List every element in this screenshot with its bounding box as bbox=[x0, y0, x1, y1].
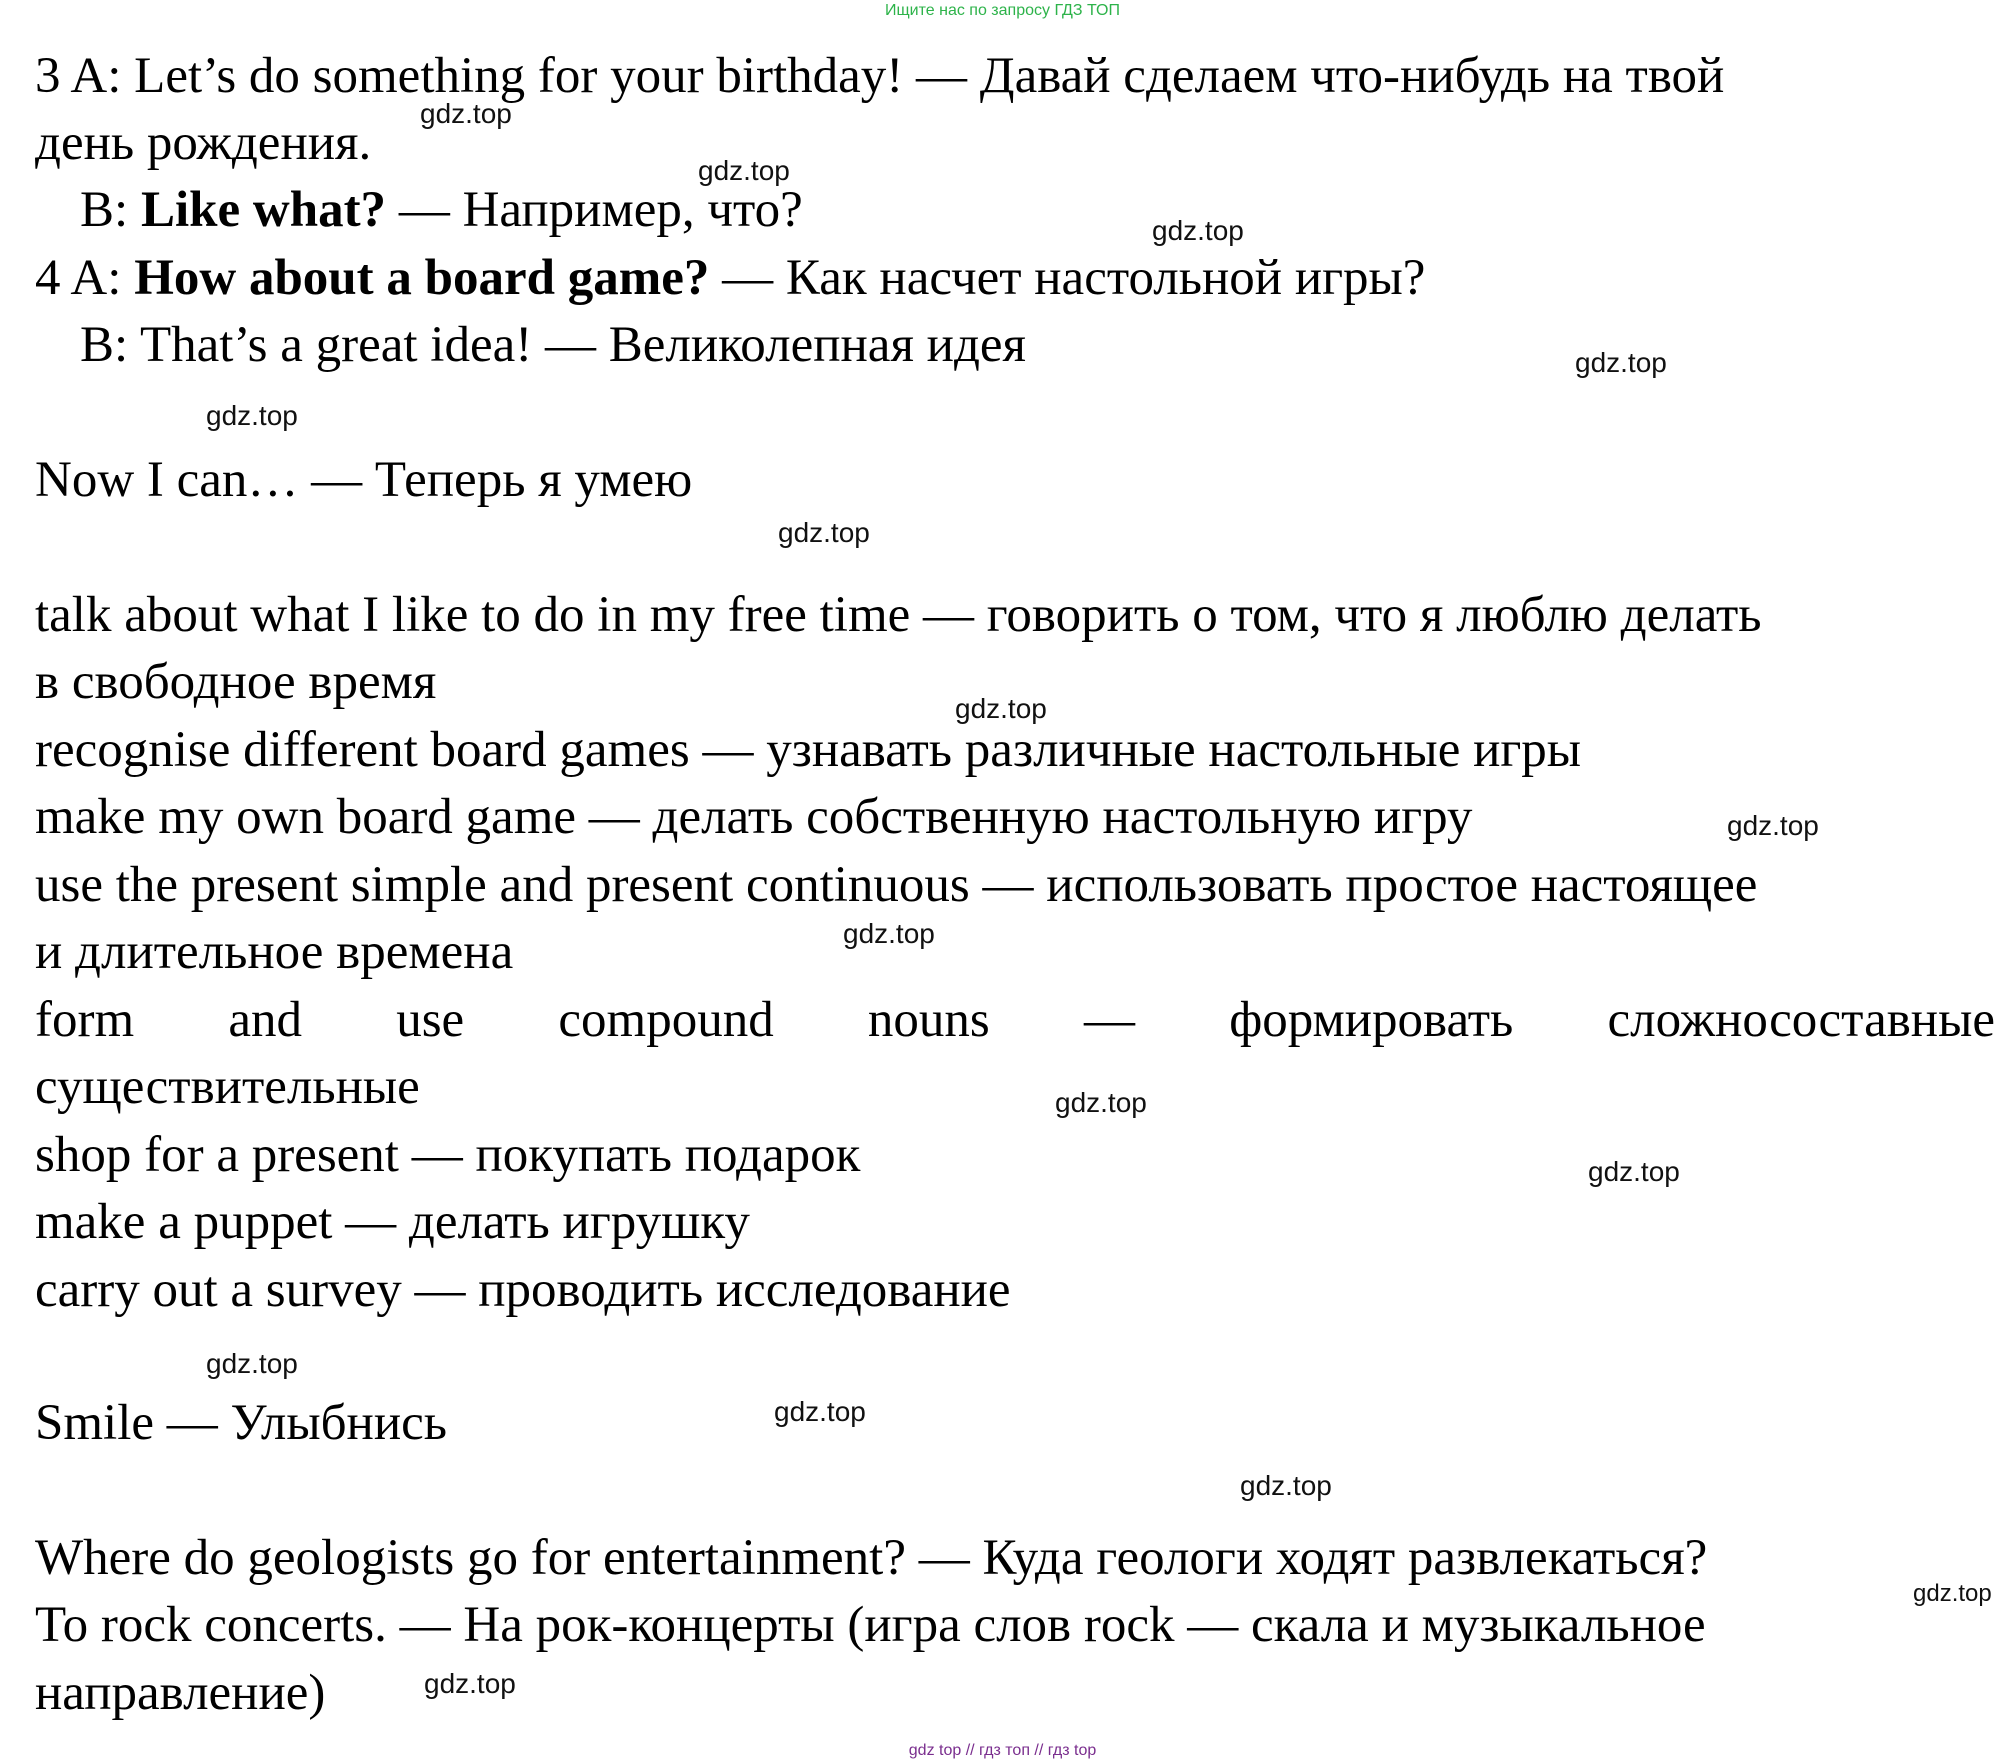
watermark: gdz.top bbox=[774, 1396, 866, 1427]
watermark: gdz.top bbox=[1588, 1156, 1680, 1187]
top-banner: Ищите нас по запросу ГДЗ ТОП bbox=[885, 2, 1120, 19]
watermark: gdz.top bbox=[955, 693, 1047, 724]
watermark: gdz.top bbox=[778, 517, 870, 548]
list-item: и длительное времена bbox=[35, 924, 514, 980]
watermark: gdz.top bbox=[698, 155, 790, 186]
speaker-label: 4 A: bbox=[35, 250, 135, 306]
watermark: gdz.top bbox=[206, 1348, 298, 1379]
list-item: talk about what I like to do in my free time — говорить о том, что я люблю делать bbox=[35, 587, 1762, 643]
bottom-banner: gdz top // гдз топ // гдз top bbox=[908, 1742, 1097, 1759]
list-item: use the present simple and present continuous — использовать простое настоящее bbox=[35, 857, 1758, 913]
translation: — Например, что? bbox=[386, 182, 803, 238]
key-phrase: How about a board game? bbox=[134, 250, 710, 306]
watermark: gdz.top bbox=[843, 918, 935, 949]
watermark: gdz.top bbox=[424, 1668, 516, 1699]
translation: — Как насчет настольной игры? bbox=[709, 250, 1426, 306]
watermark: gdz.top bbox=[1055, 1087, 1147, 1118]
speaker-label: B: bbox=[80, 182, 141, 238]
list-item: shop for a present — покупать подарок bbox=[35, 1127, 861, 1183]
dialogue-line-4a bbox=[35, 248, 1425, 308]
list-item: recognise different board games — узнавать различные настольные игры bbox=[35, 722, 1582, 778]
joke-line: Where do geologists go for entertainment? — Куда геологи ходят развлекаться? bbox=[35, 1530, 1708, 1586]
dialogue-line-3a-cont: день рождения. bbox=[35, 115, 372, 171]
watermark: gdz.top bbox=[420, 98, 512, 129]
joke-line: направление) bbox=[35, 1665, 326, 1721]
key-phrase: Like what? bbox=[140, 182, 387, 238]
watermark: gdz.top bbox=[206, 400, 298, 431]
watermark: gdz.top bbox=[1727, 810, 1819, 841]
list-item: form and use compound nouns — формировать сложносоставные bbox=[35, 992, 1995, 1048]
dialogue-line-3b bbox=[80, 180, 803, 240]
smile-heading: Smile — Улыбнись bbox=[35, 1395, 448, 1451]
watermark: gdz.top bbox=[1913, 1580, 1992, 1607]
now-i-can-heading: Now I can… — Теперь я умею bbox=[35, 452, 693, 508]
joke-line: To rock concerts. — На рок-концерты (игра слов rock — скала и музыкальное bbox=[35, 1597, 1706, 1653]
watermark: gdz.top bbox=[1152, 215, 1244, 246]
dialogue-line-4b: B: That’s a great idea! — Великолепная идея bbox=[80, 317, 1026, 373]
list-item: carry out a survey — проводить исследование bbox=[35, 1262, 1011, 1318]
list-item: существительные bbox=[35, 1059, 420, 1115]
watermark: gdz.top bbox=[1575, 347, 1667, 378]
dialogue-line-3a: 3 A: Let’s do something for your birthday! — Давай сделаем что-нибудь на твой bbox=[35, 48, 1725, 104]
list-item: make my own board game — делать собственную настольную игру bbox=[35, 789, 1473, 845]
list-item: в свободное время bbox=[35, 654, 437, 710]
watermark: gdz.top bbox=[1240, 1470, 1332, 1501]
list-item: make a puppet — делать игрушку bbox=[35, 1194, 750, 1250]
